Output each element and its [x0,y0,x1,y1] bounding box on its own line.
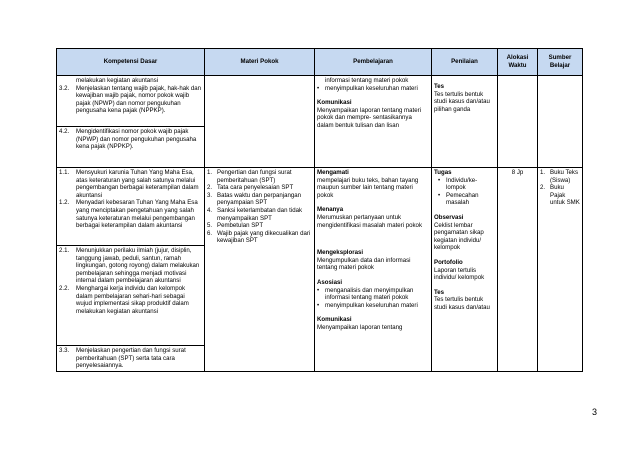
table-row [57,76,583,168]
tugas-bullet: Individu/ke- lompok [446,176,478,192]
kd-text: Mensyukuri karunia Tuhan Yang Maha Esa, atas keteraturan yang salah satunya melalui pengembangan berbagai keterampilan dalam akuntansi [76,168,199,199]
komunikasi-title: Komunikasi [317,316,352,324]
bullet-icon: • [317,84,320,92]
materi-text: Tata cara penyelesaian SPT [217,184,294,192]
kd-number: 1.2. [59,199,70,207]
materi-number: 2. [207,184,213,192]
mengamati-title: Mengamati [317,168,349,176]
tugas-bullet: Pemecahan masalah [446,191,479,207]
portofolio-text: Laporan tertulis individu/ kelompok [434,266,485,282]
materi-cell [205,167,315,371]
penilaian-cell [432,76,498,168]
materi-text: Batas waktu dan perpanjangan penyampaian SPT [217,191,302,207]
observasi-title: Observasi [434,213,464,221]
pembelajaran-cell [315,76,432,168]
kd-continuation: melakukan kegiatan akuntansi [76,77,158,84]
header-materi: Materi Pokok [205,49,315,76]
kd-cell [57,167,205,371]
kd-number: 4.2. [59,127,70,135]
header-penilaian: Penilaian [432,49,498,76]
sumber-cell [538,167,583,371]
sumber-number: 2. [540,184,546,192]
eksplorasi-title: Mengeksplorasi [317,249,364,257]
materi-number: 5. [207,222,213,230]
menanya-text: Merumuskan pertanyaan untuk mengidentifikasi masalah materi pokok [317,213,422,229]
tes-text: Tes tertulis bentuk studi kasus dan/atau pilihan ganda [434,90,490,113]
sumber-cell [538,76,583,168]
kd-cell [57,76,205,168]
page-number: 3 [592,407,598,417]
header-pembelajaran: Pembelajaran [315,49,432,76]
materi-number: 4. [207,206,213,214]
table-header-row [57,49,583,76]
kd-number: 3.3. [59,346,70,354]
kd-text: Menyadari kebesaran Tuhan Yang Maha Esa yang menciptakan pengetahuan yang salah satunya keteraturan melalui pengembangan berbagai keterampilan dalam akuntansi [76,199,198,230]
materi-number: 3. [207,191,213,199]
penilaian-cell [432,167,498,371]
kd-text: Menjelaskan tentang wajib pajak, hak-hak dan kewajiban wajib pajak, nomor pokok wajib pajak (NPWP) dan nomor pengukuhan pengusaha kena pajak (NPPKP). [76,84,202,115]
materi-text: Wajib pajak yang dikecualikan dari kewajiban SPT [217,229,311,245]
bullet-icon: • [317,301,320,309]
tes-text: Tes tertulis bentuk studi kasus dan/atau [434,296,490,311]
table-row [57,167,583,371]
pembelajaran-continuation: informasi tentang materi pokok [325,77,409,84]
mengamati-text: mempelajari buku teks, bahan tayang maupun sumber lain tentang materi pokok [317,176,419,199]
kd-text: Menjelaskan pengertian dan fungsi surat pemberitahuan (SPT) serta tata cara penyelesaiannya. [76,346,186,370]
alokasi-cell [498,76,538,168]
kd-text: Menghargai kerja individu dan kelompok dalam pembelajaran sehari-hari sebagai wujud implementasi sikap produktif dalam melakukan kegiatan akuntansi [76,284,189,315]
kd-text: Mengidentifikasi nomor pokok wajib pajak (NPWP) dan nomor pengukuhan pengusaha kena pajak (NPPKP). [76,127,197,151]
materi-text: Pengertian dan fungsi surat pemberitahuan (SPT) [217,168,292,184]
header-sumber: Sumber Belajar [538,49,583,76]
kd-number: 3.2. [59,84,70,92]
materi-number: 6. [207,229,213,237]
tes-title: Tes [434,83,445,90]
syllabus-table [56,48,583,372]
kd-text: Menunjukkan perilaku ilmiah (jujur, disiplin, tanggung jawab, peduli, santun, ramah lingkungan, gotong royong) dalam melakukan pembelajaran sehingga menjadi motivasi internal dalam pembelajaran akuntansi [76,246,200,285]
kd-number: 2.1. [59,246,70,254]
alokasi-cell: 8 Jp [498,167,538,371]
portofolio-title: Portofolio [434,258,463,266]
header-alokasi: Alokasi Waktu [498,49,538,76]
asosiasi-bullet: menyimpulkan keseluruhan materi [325,301,418,309]
kd-number: 2.2. [59,284,70,292]
sumber-text: Buku Pajak untuk SMK [550,184,580,207]
bullet-icon: • [317,286,320,294]
komunikasi-text: Menyampaikan laporan tentang [317,323,403,331]
materi-number: 1. [207,168,213,176]
bullet-icon: • [438,191,441,199]
tugas-title: Tugas [434,168,452,176]
materi-text: Pembetulan SPT [217,222,264,230]
asosiasi-title: Asosiasi [317,278,343,286]
materi-text: Sanksi keterlambatan dan tidak menyampaikan SPT [217,206,303,222]
pembelajaran-cell [315,167,432,371]
sumber-number: 1. [540,168,546,176]
eksplorasi-text: Mengumpulkan data dan informasi tentang materi pokok [317,256,411,272]
sumber-text: Buku Teks (Siswa) [550,168,579,184]
kd-number: 1.1. [59,168,70,176]
menanya-title: Menanya [317,206,344,214]
tes-title: Tes [434,288,445,296]
komunikasi-text: Menyampaikan laporan tentang materi pokok dan mempre- sentasikannya dalam bentuk tulisan dan lisan [317,106,421,129]
header-kompetensi: Kompetensi Dasar [57,49,205,76]
materi-cell [205,76,315,168]
observasi-text: Ceklist lembar pengamatan sikap kegiatan individu/ kelompok [434,221,484,252]
komunikasi-title: Komunikasi [317,99,352,107]
pembelajaran-bullet: menyimpulkan keseluruhan materi [325,84,418,92]
asosiasi-bullet: menganalisis dan menyimpulkan informasi tentang materi pokok [325,286,414,302]
bullet-icon: • [438,176,441,184]
